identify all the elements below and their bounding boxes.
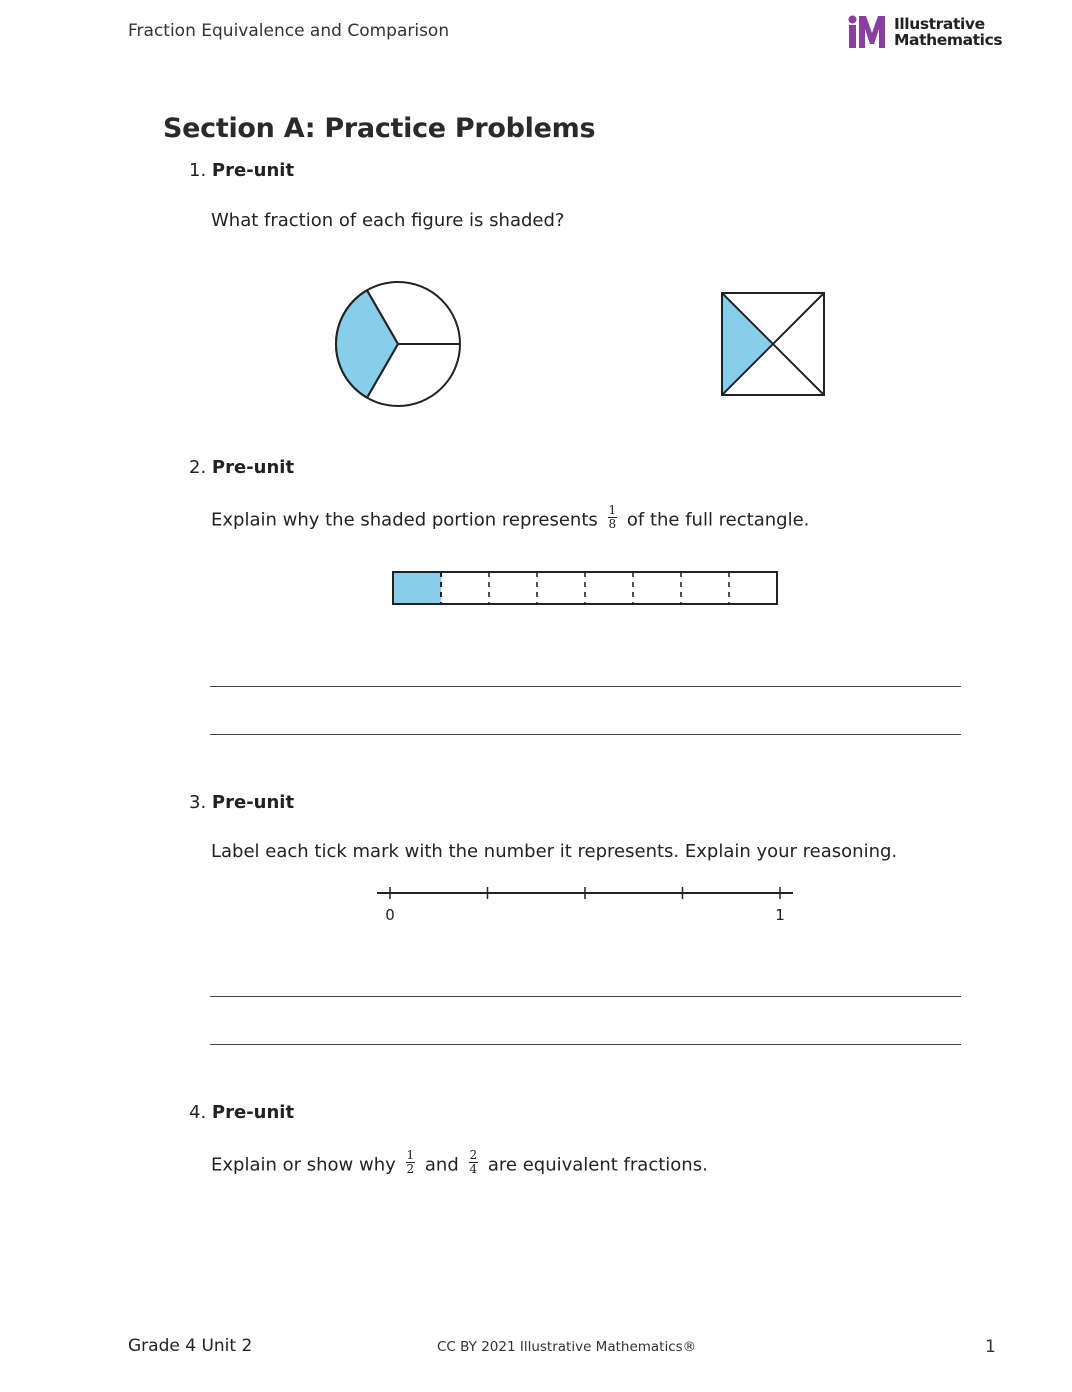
problem-number: 3. [189, 792, 207, 813]
answer-line[interactable] [210, 996, 961, 997]
circle-shaded-sector [336, 290, 398, 397]
answer-line[interactable] [210, 1044, 961, 1045]
problem-4-heading [189, 1102, 294, 1123]
number-line-figure [372, 882, 800, 928]
shaded-square-figure [716, 287, 830, 401]
question-text: and [424, 1154, 459, 1176]
fraction-denominator: 8 [608, 517, 617, 531]
question-text: Explain why the shaded portion represents [211, 509, 598, 531]
answer-line[interactable] [210, 686, 961, 687]
square-shaded-triangle [722, 293, 773, 395]
problem-1-heading [189, 160, 294, 181]
problem-number: 2. [189, 457, 207, 478]
footer-grade-unit: Grade 4 Unit 2 [128, 1336, 253, 1356]
fraction-two-fourths [469, 1149, 479, 1176]
problem-tag: Pre-unit [211, 792, 295, 813]
section-title: Section A: Practice Problems [163, 113, 596, 144]
problem-number: 1. [189, 160, 207, 181]
problem-2-heading [189, 457, 294, 478]
fraction-denominator: 4 [469, 1162, 478, 1176]
logo-wordmark [894, 16, 1002, 48]
fraction-one-half [406, 1149, 416, 1176]
question-text: Explain or show why [211, 1154, 396, 1176]
shaded-circle-figure [330, 276, 470, 412]
problem-3-question: Label each tick mark with the number it represents. Explain your reasoning. [211, 841, 898, 862]
problem-tag: Pre-unit [211, 457, 295, 478]
page-number: 1 [985, 1337, 996, 1357]
fraction-bar-figure [390, 569, 782, 609]
answer-line[interactable] [210, 734, 961, 735]
question-text: of the full rectangle. [626, 509, 810, 531]
fraction-one-eighth [608, 504, 618, 531]
logo-line-2: Mathematics [894, 31, 1003, 49]
fraction-denominator: 2 [406, 1162, 415, 1176]
problem-number: 4. [189, 1102, 207, 1123]
fraction-numerator: 1 [406, 1148, 415, 1162]
problem-4-question [211, 1148, 708, 1179]
fraction-numerator: 2 [469, 1148, 478, 1162]
bar-shaded-part [393, 572, 441, 604]
fraction-numerator: 1 [608, 503, 617, 517]
problem-tag: Pre-unit [211, 160, 295, 181]
im-logo-icon [848, 15, 890, 49]
question-text: are equivalent fractions. [487, 1154, 708, 1176]
number-line-label-start: 0 [385, 906, 395, 924]
document-header-title: Fraction Equivalence and Comparison [128, 21, 450, 41]
logo-line-1: Illustrative [894, 15, 985, 33]
number-line-label-end: 1 [775, 906, 785, 924]
problem-3-heading [189, 792, 294, 813]
footer-copyright: CC BY 2021 Illustrative Mathematics® [437, 1339, 697, 1355]
problem-1-question: What fraction of each figure is shaded? [211, 210, 565, 231]
problem-tag: Pre-unit [211, 1102, 295, 1123]
problem-2-question [211, 503, 810, 534]
